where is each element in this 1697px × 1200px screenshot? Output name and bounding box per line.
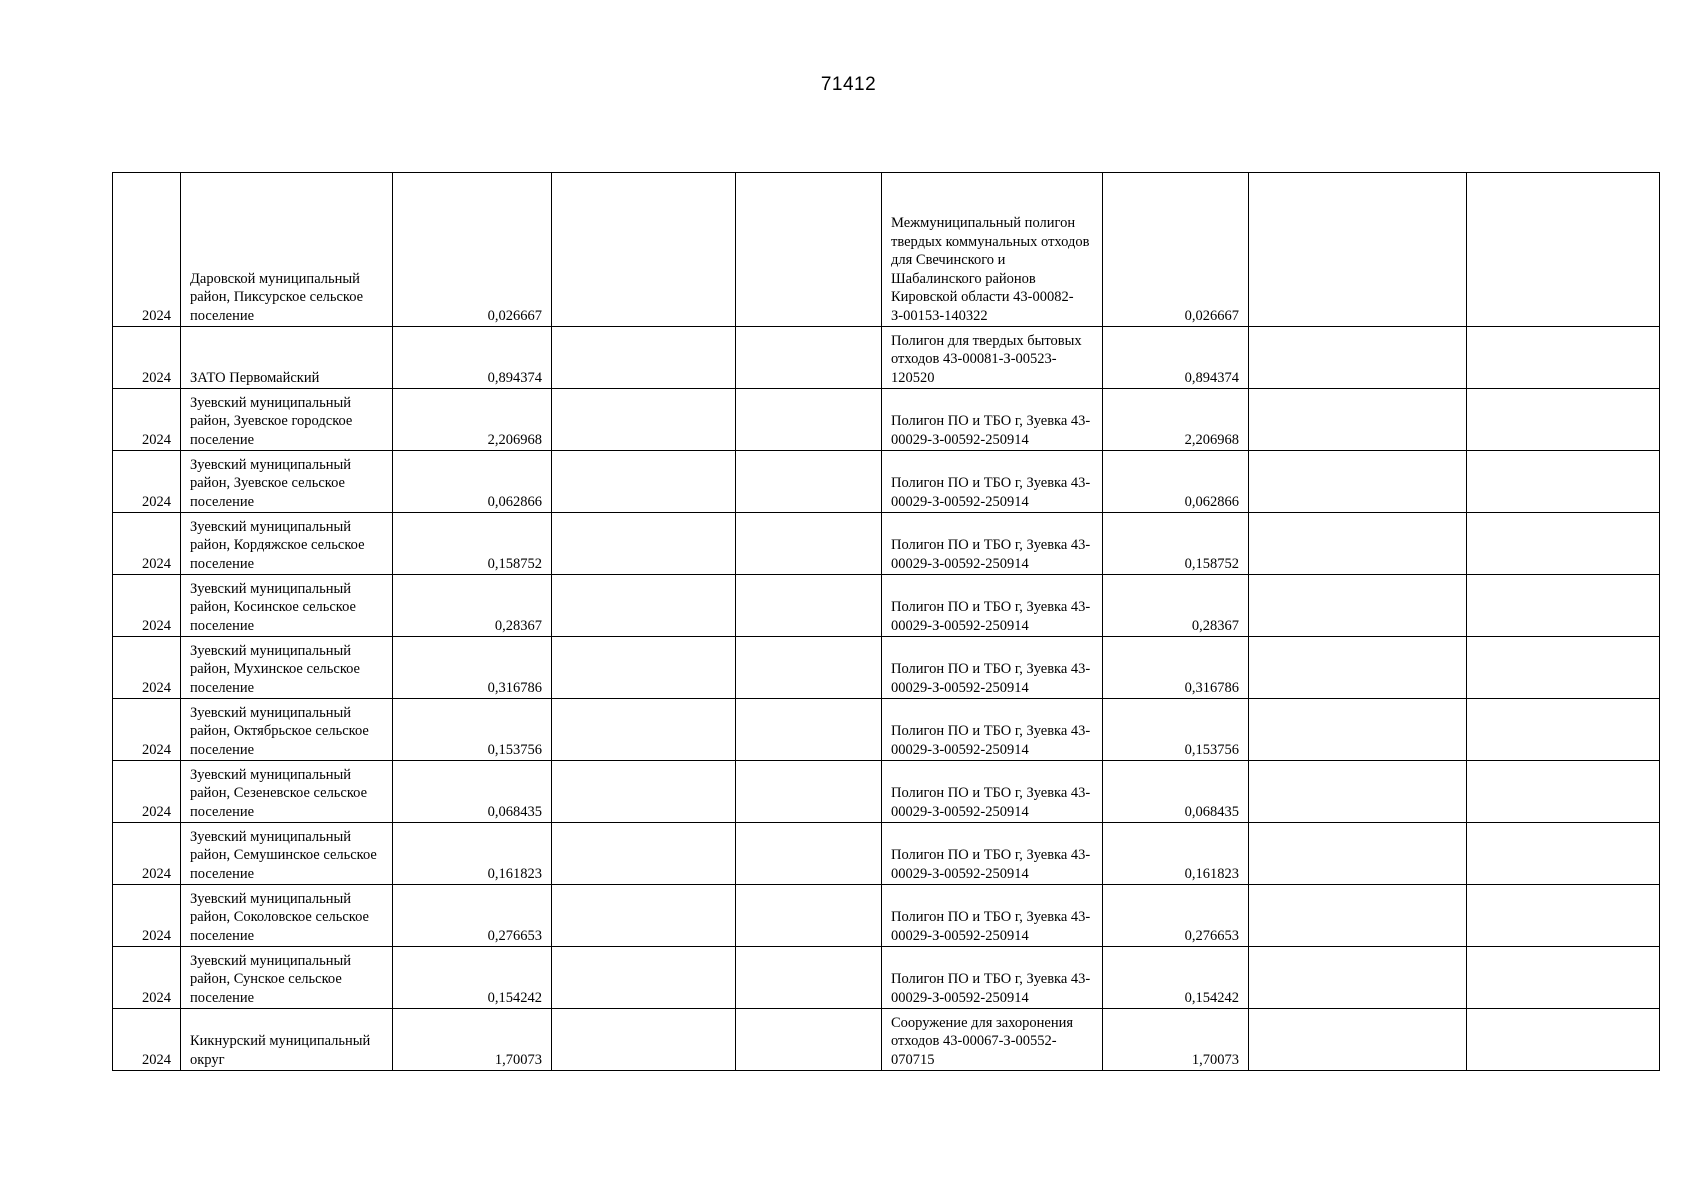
facility-cell: Полигон ПО и ТБО г, Зуевка 43-00029-З-00592-250914 — [882, 947, 1103, 1009]
facility-cell: Полигон ПО и ТБО г, Зуевка 43-00029-З-00592-250914 — [882, 389, 1103, 451]
value-cell: 0,026667 — [393, 173, 552, 327]
empty-cell — [552, 389, 736, 451]
empty-cell — [552, 1009, 736, 1071]
value-cell: 1,70073 — [393, 1009, 552, 1071]
empty-cell — [736, 451, 882, 513]
value-cell: 0,068435 — [393, 761, 552, 823]
empty-cell — [552, 575, 736, 637]
territory-cell: ЗАТО Первомайский — [181, 327, 393, 389]
facility-value-cell: 0,316786 — [1103, 637, 1249, 699]
empty-cell — [1249, 513, 1467, 575]
value-cell: 0,316786 — [393, 637, 552, 699]
year-cell: 2024 — [113, 513, 181, 575]
empty-cell — [1467, 761, 1660, 823]
facility-value-cell: 1,70073 — [1103, 1009, 1249, 1071]
table-row — [113, 823, 1660, 885]
value-cell: 0,154242 — [393, 947, 552, 1009]
empty-cell — [552, 885, 736, 947]
empty-cell — [1249, 885, 1467, 947]
facility-cell: Полигон ПО и ТБО г, Зуевка 43-00029-З-00592-250914 — [882, 637, 1103, 699]
empty-cell — [736, 513, 882, 575]
facility-cell: Полигон ПО и ТБО г, Зуевка 43-00029-З-00592-250914 — [882, 885, 1103, 947]
empty-cell — [552, 513, 736, 575]
empty-cell — [1467, 885, 1660, 947]
facility-cell: Полигон ПО и ТБО г, Зуевка 43-00029-З-00592-250914 — [882, 699, 1103, 761]
empty-cell — [552, 947, 736, 1009]
territory-cell: Зуевский муниципальный район, Соколовское сельское поселение — [181, 885, 393, 947]
empty-cell — [1467, 327, 1660, 389]
territory-cell: Зуевский муниципальный район, Семушинское сельское поселение — [181, 823, 393, 885]
year-cell: 2024 — [113, 885, 181, 947]
territory-cell: Даровской муниципальный район, Пиксурское сельское поселение — [181, 173, 393, 327]
facility-cell: Полигон ПО и ТБО г, Зуевка 43-00029-З-00592-250914 — [882, 513, 1103, 575]
empty-cell — [1467, 389, 1660, 451]
empty-cell — [552, 173, 736, 327]
empty-cell — [736, 575, 882, 637]
empty-cell — [552, 327, 736, 389]
year-cell: 2024 — [113, 947, 181, 1009]
table-row — [113, 575, 1660, 637]
empty-cell — [1249, 173, 1467, 327]
table-row — [113, 389, 1660, 451]
empty-cell — [1467, 947, 1660, 1009]
facility-cell: Полигон ПО и ТБО г, Зуевка 43-00029-З-00592-250914 — [882, 823, 1103, 885]
empty-cell — [736, 761, 882, 823]
empty-cell — [1249, 637, 1467, 699]
facility-cell: Полигон для твердых бытовых отходов 43-00081-З-00523-120520 — [882, 327, 1103, 389]
territory-cell: Кикнурский муниципальный округ — [181, 1009, 393, 1071]
table-row — [113, 1009, 1660, 1071]
facility-value-cell: 0,154242 — [1103, 947, 1249, 1009]
empty-cell — [1249, 327, 1467, 389]
empty-cell — [1249, 389, 1467, 451]
facility-cell: Полигон ПО и ТБО г, Зуевка 43-00029-З-00592-250914 — [882, 451, 1103, 513]
facility-value-cell: 0,28367 — [1103, 575, 1249, 637]
empty-cell — [736, 1009, 882, 1071]
year-cell: 2024 — [113, 173, 181, 327]
value-cell: 0,276653 — [393, 885, 552, 947]
facility-cell: Полигон ПО и ТБО г, Зуевка 43-00029-З-00592-250914 — [882, 575, 1103, 637]
empty-cell — [736, 173, 882, 327]
waste-allocation-table — [112, 172, 1660, 1071]
table-row — [113, 761, 1660, 823]
facility-value-cell: 0,894374 — [1103, 327, 1249, 389]
empty-cell — [1467, 173, 1660, 327]
table-row — [113, 947, 1660, 1009]
empty-cell — [736, 327, 882, 389]
empty-cell — [1249, 947, 1467, 1009]
empty-cell — [1249, 699, 1467, 761]
empty-cell — [1249, 761, 1467, 823]
empty-cell — [1467, 575, 1660, 637]
empty-cell — [736, 947, 882, 1009]
facility-value-cell: 0,068435 — [1103, 761, 1249, 823]
territory-cell: Зуевский муниципальный район, Сунское сельское поселение — [181, 947, 393, 1009]
year-cell: 2024 — [113, 389, 181, 451]
facility-value-cell: 2,206968 — [1103, 389, 1249, 451]
year-cell: 2024 — [113, 761, 181, 823]
facility-cell: Сооружение для захоронения отходов 43-00067-З-00552-070715 — [882, 1009, 1103, 1071]
year-cell: 2024 — [113, 327, 181, 389]
territory-cell: Зуевский муниципальный район, Октябрьское сельское поселение — [181, 699, 393, 761]
value-cell: 0,158752 — [393, 513, 552, 575]
facility-value-cell: 0,276653 — [1103, 885, 1249, 947]
empty-cell — [1467, 1009, 1660, 1071]
value-cell: 0,153756 — [393, 699, 552, 761]
year-cell: 2024 — [113, 575, 181, 637]
value-cell: 0,161823 — [393, 823, 552, 885]
territory-cell: Зуевский муниципальный район, Косинское сельское поселение — [181, 575, 393, 637]
empty-cell — [736, 637, 882, 699]
year-cell: 2024 — [113, 637, 181, 699]
facility-value-cell: 0,161823 — [1103, 823, 1249, 885]
empty-cell — [552, 823, 736, 885]
territory-cell: Зуевский муниципальный район, Кордяжское сельское поселение — [181, 513, 393, 575]
year-cell: 2024 — [113, 1009, 181, 1071]
territory-cell: Зуевский муниципальный район, Сезеневское сельское поселение — [181, 761, 393, 823]
empty-cell — [1467, 699, 1660, 761]
empty-cell — [1249, 823, 1467, 885]
empty-cell — [1467, 823, 1660, 885]
empty-cell — [552, 761, 736, 823]
empty-cell — [1467, 637, 1660, 699]
empty-cell — [736, 389, 882, 451]
facility-cell: Полигон ПО и ТБО г, Зуевка 43-00029-З-00592-250914 — [882, 761, 1103, 823]
table-row — [113, 885, 1660, 947]
empty-cell — [736, 823, 882, 885]
facility-value-cell: 0,158752 — [1103, 513, 1249, 575]
empty-cell — [736, 885, 882, 947]
year-cell: 2024 — [113, 451, 181, 513]
value-cell: 0,28367 — [393, 575, 552, 637]
empty-cell — [1249, 575, 1467, 637]
empty-cell — [1467, 451, 1660, 513]
table-row — [113, 173, 1660, 327]
empty-cell — [1249, 1009, 1467, 1071]
table-row — [113, 451, 1660, 513]
year-cell: 2024 — [113, 823, 181, 885]
facility-cell: Межмуниципальный полигон твердых коммунальных отходов для Свечинского и Шабалинского районов Кировской области 43-00082-З-00153-140322 — [882, 173, 1103, 327]
empty-cell — [552, 699, 736, 761]
table-row — [113, 327, 1660, 389]
table-row — [113, 513, 1660, 575]
facility-value-cell: 0,153756 — [1103, 699, 1249, 761]
value-cell: 0,062866 — [393, 451, 552, 513]
territory-cell: Зуевский муниципальный район, Зуевское сельское поселение — [181, 451, 393, 513]
empty-cell — [1249, 451, 1467, 513]
value-cell: 2,206968 — [393, 389, 552, 451]
table-row — [113, 637, 1660, 699]
facility-value-cell: 0,062866 — [1103, 451, 1249, 513]
territory-cell: Зуевский муниципальный район, Зуевское городское поселение — [181, 389, 393, 451]
empty-cell — [1467, 513, 1660, 575]
facility-value-cell: 0,026667 — [1103, 173, 1249, 327]
empty-cell — [736, 699, 882, 761]
table-row — [113, 699, 1660, 761]
year-cell: 2024 — [113, 699, 181, 761]
empty-cell — [552, 451, 736, 513]
value-cell: 0,894374 — [393, 327, 552, 389]
page-number: 71412 — [820, 74, 877, 95]
empty-cell — [552, 637, 736, 699]
territory-cell: Зуевский муниципальный район, Мухинское сельское поселение — [181, 637, 393, 699]
